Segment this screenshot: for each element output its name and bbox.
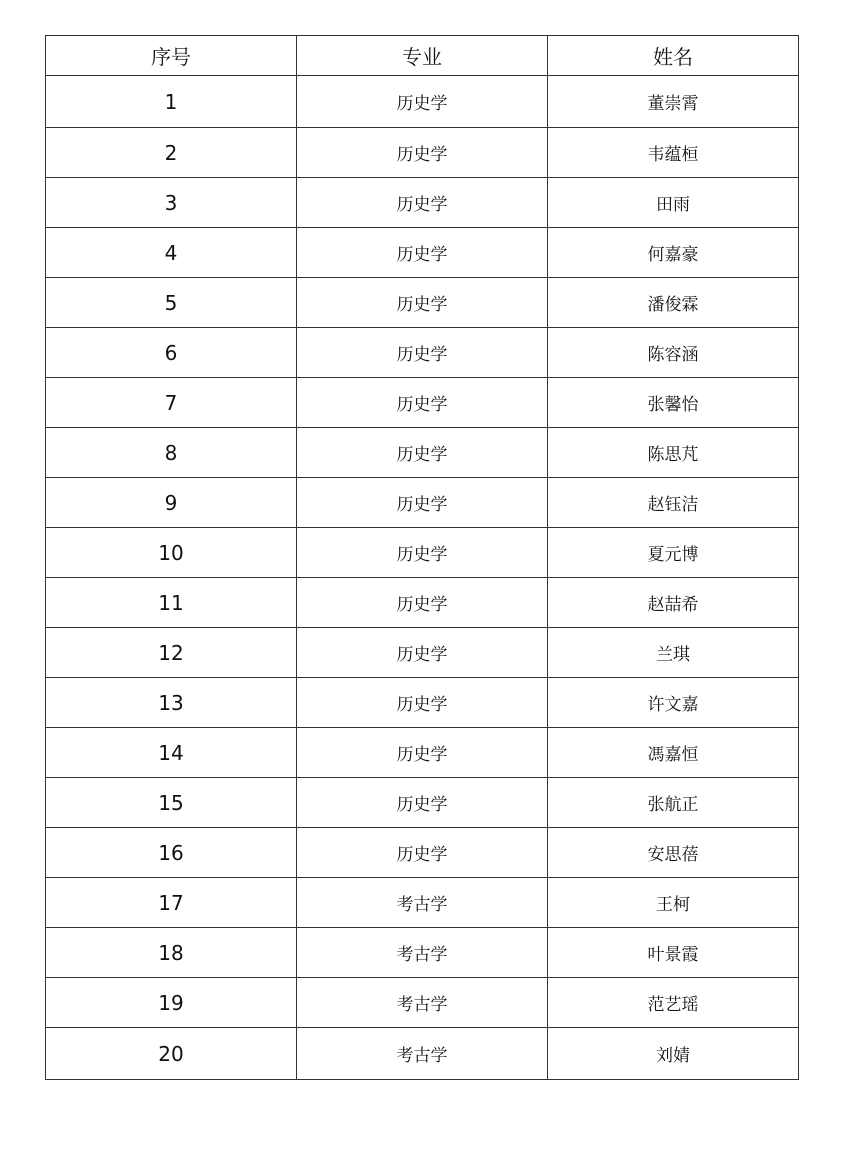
- table-row: [46, 478, 799, 528]
- header-major: 专业: [297, 36, 548, 76]
- table-row: [46, 278, 799, 328]
- row-index-cell: 15: [46, 778, 297, 828]
- table-row: [46, 528, 799, 578]
- row-name-cell: 叶景霞: [548, 928, 799, 978]
- row-major-cell: 考古学: [297, 928, 548, 978]
- row-name-cell: 夏元博: [548, 528, 799, 578]
- table-row: [46, 578, 799, 628]
- table-row: [46, 228, 799, 278]
- row-major-cell: 历史学: [297, 128, 548, 178]
- table-row: [46, 378, 799, 428]
- row-index-cell: 8: [46, 428, 297, 478]
- table-row: [46, 928, 799, 978]
- row-name-cell: 安思蓓: [548, 828, 799, 878]
- row-name-cell: 张馨怡: [548, 378, 799, 428]
- row-name-cell: 何嘉豪: [548, 228, 799, 278]
- row-major-cell: 历史学: [297, 828, 548, 878]
- row-index-cell: 11: [46, 578, 297, 628]
- row-name-cell: 刘婧: [548, 1028, 799, 1080]
- row-index-cell: 1: [46, 76, 297, 128]
- header-name: 姓名: [548, 36, 799, 76]
- row-major-cell: 历史学: [297, 528, 548, 578]
- row-name-cell: 陈容涵: [548, 328, 799, 378]
- row-major-cell: 考古学: [297, 1028, 548, 1080]
- row-major-cell: 历史学: [297, 578, 548, 628]
- row-index-cell: 19: [46, 978, 297, 1028]
- table-row: [46, 328, 799, 378]
- table-row: [46, 778, 799, 828]
- roster-table: [45, 35, 799, 1080]
- table-row: [46, 978, 799, 1028]
- row-name-cell: 许文嘉: [548, 678, 799, 728]
- row-index-cell: 20: [46, 1028, 297, 1080]
- row-name-cell: 张航正: [548, 778, 799, 828]
- table-row: [46, 678, 799, 728]
- row-index-cell: 10: [46, 528, 297, 578]
- row-index-cell: 5: [46, 278, 297, 328]
- row-name-cell: 赵喆希: [548, 578, 799, 628]
- row-major-cell: 历史学: [297, 428, 548, 478]
- row-name-cell: 韦蕴桓: [548, 128, 799, 178]
- row-major-cell: 考古学: [297, 978, 548, 1028]
- row-major-cell: 历史学: [297, 678, 548, 728]
- table-row: [46, 428, 799, 478]
- row-index-cell: 12: [46, 628, 297, 678]
- table-row: [46, 878, 799, 928]
- row-major-cell: 历史学: [297, 76, 548, 128]
- table-row: [46, 76, 799, 128]
- row-index-cell: 7: [46, 378, 297, 428]
- row-index-cell: 4: [46, 228, 297, 278]
- row-name-cell: 田雨: [548, 178, 799, 228]
- table-row: [46, 178, 799, 228]
- row-index-cell: 3: [46, 178, 297, 228]
- row-index-cell: 16: [46, 828, 297, 878]
- row-name-cell: 王柯: [548, 878, 799, 928]
- row-major-cell: 历史学: [297, 378, 548, 428]
- row-index-cell: 14: [46, 728, 297, 778]
- row-name-cell: 陈思芃: [548, 428, 799, 478]
- row-name-cell: 赵钰洁: [548, 478, 799, 528]
- row-index-cell: 17: [46, 878, 297, 928]
- row-major-cell: 历史学: [297, 178, 548, 228]
- table-body: [46, 76, 799, 1080]
- row-major-cell: 历史学: [297, 278, 548, 328]
- row-index-cell: 6: [46, 328, 297, 378]
- row-major-cell: 考古学: [297, 878, 548, 928]
- table-row: [46, 828, 799, 878]
- row-name-cell: 潘俊霖: [548, 278, 799, 328]
- header-index: 序号: [46, 36, 297, 76]
- row-major-cell: 历史学: [297, 328, 548, 378]
- row-major-cell: 历史学: [297, 728, 548, 778]
- header-row: [46, 36, 799, 76]
- row-major-cell: 历史学: [297, 778, 548, 828]
- table-row: [46, 628, 799, 678]
- row-index-cell: 18: [46, 928, 297, 978]
- row-index-cell: 13: [46, 678, 297, 728]
- row-major-cell: 历史学: [297, 478, 548, 528]
- row-index-cell: 2: [46, 128, 297, 178]
- row-name-cell: 董崇霄: [548, 76, 799, 128]
- row-index-cell: 9: [46, 478, 297, 528]
- table-header: [46, 36, 799, 76]
- table-row: [46, 1028, 799, 1080]
- row-name-cell: 兰琪: [548, 628, 799, 678]
- table-row: [46, 728, 799, 778]
- row-name-cell: 馮嘉恒: [548, 728, 799, 778]
- row-major-cell: 历史学: [297, 228, 548, 278]
- table-row: [46, 128, 799, 178]
- row-major-cell: 历史学: [297, 628, 548, 678]
- row-name-cell: 范艺瑶: [548, 978, 799, 1028]
